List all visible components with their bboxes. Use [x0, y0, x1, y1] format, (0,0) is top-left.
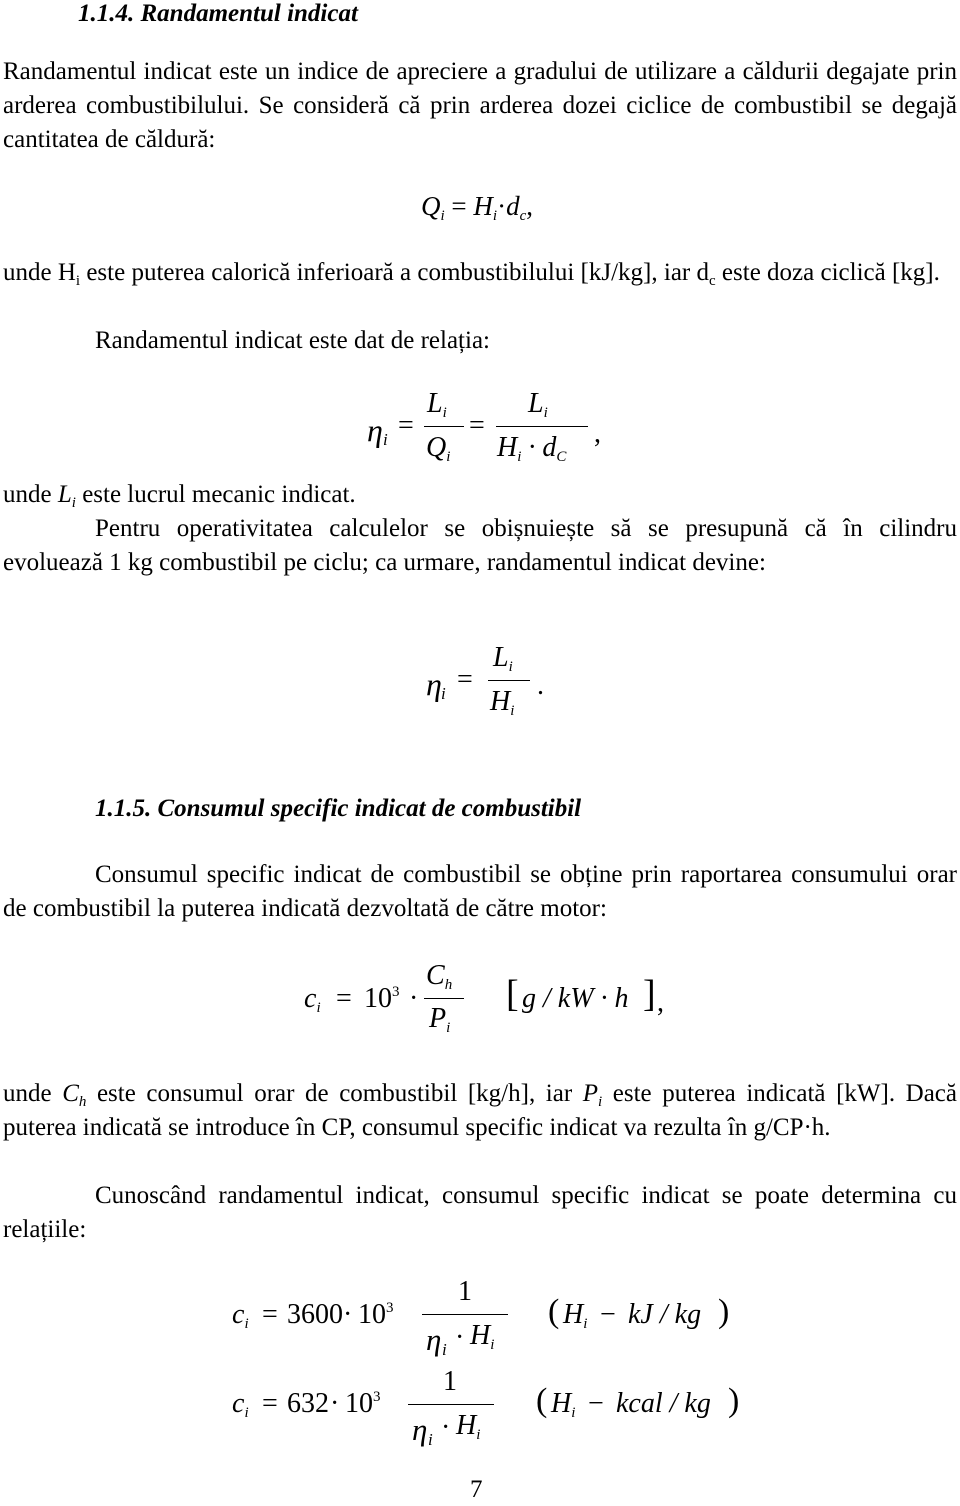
numerator-L-2: $L_i$ [528, 388, 548, 421]
equals-sign: = [336, 983, 352, 1014]
section-heading-1-1-4: 1.1.4. Randamentul indicat [78, 0, 358, 27]
eta-symbol: η [426, 1322, 442, 1357]
dash: − [600, 1299, 616, 1330]
fraction-bar [408, 1404, 494, 1405]
c-symbol: $c_i$ [232, 1388, 249, 1421]
denominator-H: $H_i$ [470, 1320, 495, 1353]
eta-subscript: i [428, 1430, 433, 1449]
comma: , [657, 987, 664, 1018]
period: . [537, 670, 544, 701]
ten-power: $10^3$ [364, 983, 400, 1014]
unit-g-kWh: g / kW · h [522, 983, 629, 1014]
ten-power: $10^3$ [345, 1388, 381, 1419]
multiply-dot-2: · [441, 1412, 451, 1443]
left-paren: ( [536, 1382, 548, 1419]
paragraph-where-Hi: unde $H_i$ este puterea calorică inferioară a combustibilului [kJ/kg], iar $d_c$ este doza ciclică [kg]. [3, 259, 940, 289]
dash: − [588, 1388, 604, 1419]
right-paren: ) [718, 1293, 730, 1330]
comma: , [594, 418, 601, 449]
denominator-H-d: $H_i \cdot d_C$ [497, 432, 567, 465]
c-symbol: $c_i$ [304, 983, 321, 1016]
coefficient: 3600 [287, 1299, 343, 1330]
fraction-bar-1 [424, 426, 464, 427]
ten-power: $10^3$ [358, 1299, 394, 1330]
eta-subscript: i [442, 1340, 447, 1359]
numerator-one: 1 [443, 1366, 457, 1397]
fraction-bar [422, 1314, 508, 1315]
left-paren: ( [548, 1293, 560, 1330]
coefficient: 632 [287, 1388, 329, 1419]
multiply-dot-2: · [455, 1322, 465, 1353]
paragraph-operativity: Pentru operativitatea calculelor se obișnuiește să se presupună că în cilindru evoluează 1 kg combustibil pe ciclu; ca urmare, randamentul indicat devine: [3, 515, 957, 576]
eta-symbol: η [367, 412, 383, 448]
fraction-bar-2 [496, 426, 588, 427]
page-number: 7 [470, 1476, 483, 1503]
paragraph-where-Ch: unde $C_h$ este consumul orar de combustibil [kg/h], iar $P_i$ este puterea indicată [kW]. Dacă puterea indicată se introduce în CP, consumul specific indicat va rezulta în g/CP·h. [3, 1080, 957, 1141]
multiply-dot: · [409, 983, 419, 1014]
eta-subscript: i [383, 430, 388, 449]
paragraph-specific-consumption: Consumul specific indicat de combustibil se obține prin raportarea consumului orar de combustibil la puterea indicată dezvoltată de către motor: [3, 861, 957, 922]
multiply-dot: · [330, 1388, 340, 1419]
equals-sign-1: = [398, 410, 414, 441]
eta-symbol: η [412, 1412, 428, 1447]
denominator-H: $H_i$ [456, 1410, 481, 1443]
unit-H: $H_i$ [563, 1299, 588, 1332]
unit-kj-kg: kJ / kg [628, 1299, 702, 1330]
denominator-Q: $Q_i$ [426, 432, 451, 465]
fraction-bar [488, 680, 530, 681]
paragraph-relation-intro: Randamentul indicat este dat de relația: [95, 327, 490, 354]
equals-sign: = [457, 664, 473, 695]
unit-H: $H_i$ [551, 1388, 576, 1421]
equals-sign: = [262, 1388, 278, 1419]
c-symbol: $c_i$ [232, 1299, 249, 1332]
right-paren: ) [728, 1382, 740, 1419]
equals-sign-2: = [469, 410, 485, 441]
eta-subscript: i [441, 684, 446, 703]
right-bracket: ] [643, 973, 656, 1015]
numerator-L-1: $L_i$ [427, 388, 447, 421]
unit-kcal-kg: kcal / kg [616, 1388, 711, 1419]
numerator-L: $L_i$ [493, 642, 513, 675]
eta-symbol: η [426, 666, 442, 702]
multiply-dot: · [343, 1299, 353, 1330]
numerator-Ch: $C_h$ [426, 960, 453, 993]
numerator-one: 1 [458, 1276, 472, 1307]
left-bracket: [ [506, 973, 519, 1015]
paragraph-definition: Randamentul indicat este un indice de apreciere a gradului de utilizare a căldurii degajate prin arderea combustibilului. Se consideră că prin arderea dozei ciclice de combustibil se degajă cantitatea de căldură: [3, 58, 957, 153]
paragraph-knowing-efficiency: Cunoscând randamentul indicat, consumul specific indicat se poate determina cu relațiile: [3, 1182, 957, 1243]
equation-heat-quantity: $Q_i = H_i\cdot d_c$, [421, 191, 533, 224]
section-heading-1-1-5: 1.1.5. Consumul specific indicat de combustibil [95, 795, 582, 822]
paragraph-where-Li: unde $L_i$ este lucrul mecanic indicat. [3, 481, 356, 511]
equals-sign: = [262, 1299, 278, 1330]
denominator-Pi: $P_i$ [429, 1003, 451, 1036]
denominator-H: $H_i$ [490, 686, 515, 719]
fraction-bar [424, 998, 464, 999]
